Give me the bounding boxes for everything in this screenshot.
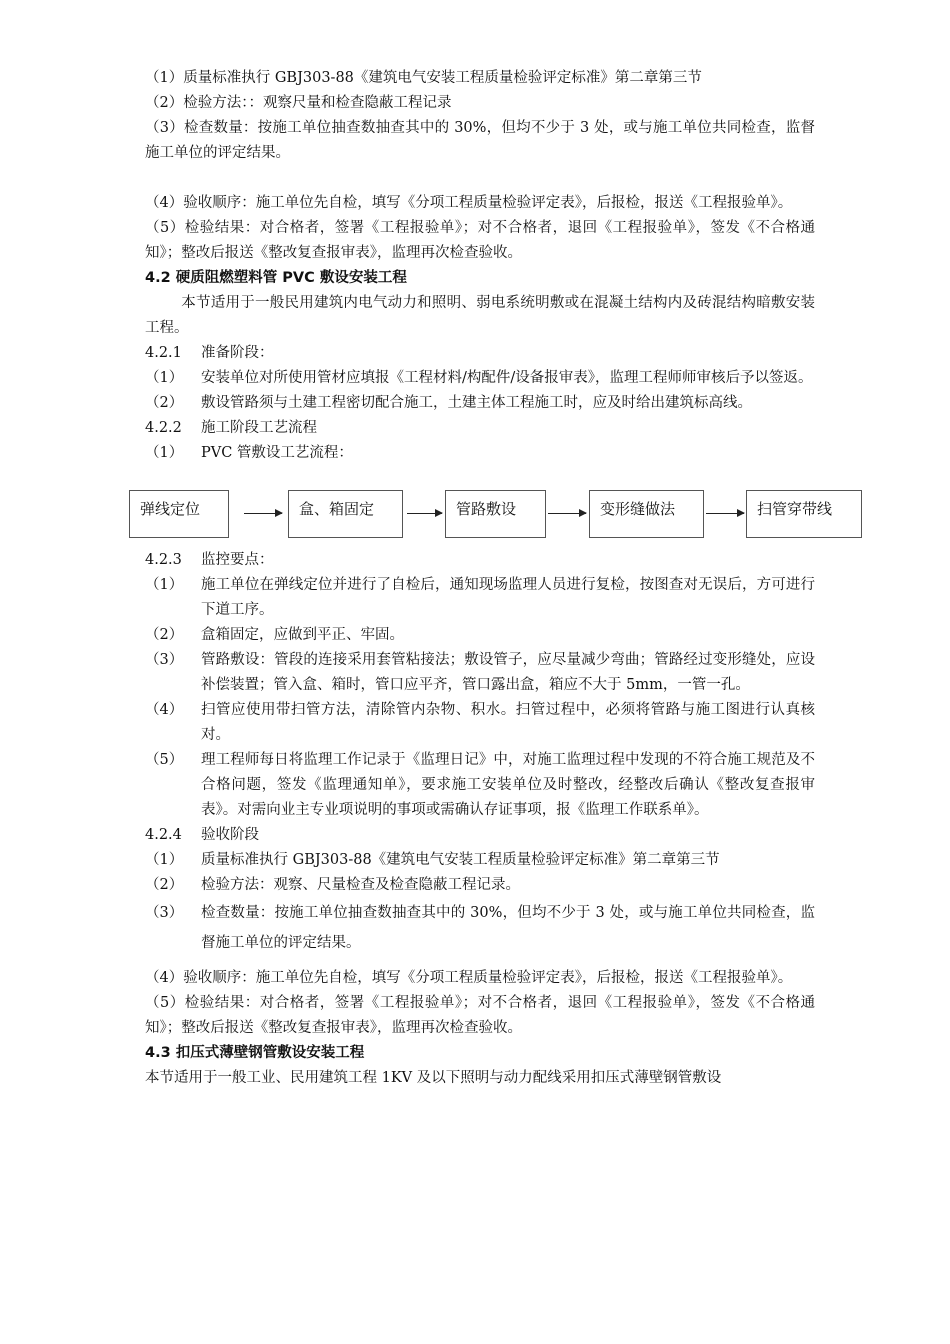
subsection-number: 4.2.1 [145, 345, 182, 361]
subsection-title: 施工阶段工艺流程 [201, 420, 317, 436]
subsection-number: 4.2.3 [145, 552, 182, 568]
list-item [145, 748, 815, 823]
subsection-4-2-4 [145, 823, 815, 848]
item-number: （4） [145, 702, 184, 718]
list-item [145, 648, 815, 698]
item-text: 盒箱固定，应做到平正、牢固。 [201, 627, 404, 643]
item-number: （2） [145, 877, 184, 893]
para-4-2-4-5: （5）检验结果：对合格者，签署《工程报验单》；对不合格者，退回《工程报验单》，签发《不合格通知》；整改后报送《整改复查报审表》，监理再次检查验收。 [145, 995, 815, 1036]
section-heading-4-3: 4.3 扣压式薄壁钢管敷设安装工程 [145, 1045, 365, 1061]
para-4-1-3: （3）检查数量：按施工单位抽查数抽查其中的 30%，但均不少于 3 处，或与施工单位共同检查，监督施工单位的评定结果。 [145, 120, 815, 161]
flow-step-4: 变形缝做法 [589, 490, 704, 538]
list-item [145, 391, 815, 416]
subsection-4-2-2 [145, 416, 815, 441]
item-number: （3） [145, 905, 184, 921]
item-text: 敷设管路须与土建工程密切配合施工，土建主体工程施工时，应及时给出建筑标高线。 [201, 395, 752, 411]
flow-step-3: 管路敷设 [445, 490, 546, 538]
flow-arrow [706, 513, 744, 514]
subsection-title: 监控要点： [201, 552, 274, 568]
flow-step-5: 扫管穿带线 [746, 490, 862, 538]
list-item [145, 366, 815, 391]
item-number: （3） [145, 652, 184, 668]
document-page [140, 66, 833, 1091]
list-item [145, 698, 815, 748]
item-text: 施工单位在弹线定位并进行了自检后，通知现场监理人员进行复检，按图查对无误后，方可进行下道工序。 [201, 577, 815, 618]
process-flow-diagram [0, 466, 950, 548]
flow-arrow [407, 513, 442, 514]
list-item [145, 873, 815, 898]
flow-arrow [244, 513, 282, 514]
list-item [145, 623, 815, 648]
spacer [145, 958, 815, 966]
para-4-1-5: （5）检验结果：对合格者，签署《工程报验单》；对不合格者，退回《工程报验单》，签发《不合格通知》；整改后报送《整改复查报审表》，监理再次检查验收。 [145, 220, 815, 261]
list-item [145, 898, 815, 958]
spacer [145, 166, 815, 191]
item-text: 安装单位对所使用管材应填报《工程材料/构配件/设备报审表》，监理工程师师审核后予以签返。 [201, 370, 813, 386]
list-item [145, 573, 815, 623]
item-number: （2） [145, 395, 184, 411]
flow-arrow [548, 513, 586, 514]
subsection-title: 验收阶段 [201, 827, 259, 843]
subsection-4-2-3 [145, 548, 815, 573]
list-item [145, 441, 815, 466]
item-text: 理工程师每日将监理工作记录于《监理日记》中，对施工监理过程中发现的不符合施工规范及不合格问题，签发《监理通知单》，要求施工安装单位及时整改，经整改后确认《整改复查报审表》。对需向业主专业项说明的事项或需确认存证事项，报《监理工作联系单》。 [201, 752, 815, 818]
item-number: （2） [145, 627, 184, 643]
subsection-4-2-1 [145, 341, 815, 366]
flow-step-2: 盒、箱固定 [288, 490, 403, 538]
subsection-number: 4.2.2 [145, 420, 182, 436]
item-number: （1） [145, 577, 184, 593]
item-text: 质量标准执行 GBJ303-88《建筑电气安装工程质量检验评定标准》第二章第三节 [201, 852, 720, 868]
item-number: （5） [145, 752, 184, 768]
item-text: 扫管应使用带扫管方法，清除管内杂物、积水。扫管过程中，必须将管路与施工图进行认真核对。 [201, 702, 815, 743]
item-number: （1） [145, 370, 184, 386]
list-item [145, 848, 815, 873]
section-intro-4-2: 本节适用于一般民用建筑内电气动力和照明、弱电系统明敷或在混凝土结构内及砖混结构暗敷安装工程。 [145, 295, 815, 336]
para-4-1-4: （4）验收顺序：施工单位先自检，填写《分项工程质量检验评定表》，后报检，报送《工程报验单》。 [145, 195, 793, 211]
item-number: （1） [145, 445, 184, 461]
item-text: 检查数量：按施工单位抽查数抽查其中的 30%，但均不少于 3 处，或与施工单位共同检查，监督施工单位的评定结果。 [201, 905, 815, 951]
item-text: PVC 管敷设工艺流程： [201, 445, 353, 461]
flow-step-1: 弹线定位 [129, 490, 229, 538]
para-4-1-1: （1）质量标准执行 GBJ303-88《建筑电气安装工程质量检验评定标准》第二章第三节 [145, 70, 702, 86]
section-intro-4-3: 本节适用于一般工业、民用建筑工程 1KV 及以下照明与动力配线采用扣压式薄壁钢管敷设 [145, 1070, 722, 1086]
para-4-1-2: （2）检验方法：：观察尺量和检查隐蔽工程记录 [145, 95, 452, 111]
item-text: 检验方法：观察、尺量检查及检查隐蔽工程记录。 [201, 877, 520, 893]
subsection-number: 4.2.4 [145, 827, 182, 843]
section-heading-4-2: 4.2 硬质阻燃塑料管 PVC 敷设安装工程 [145, 270, 407, 286]
item-number: （1） [145, 852, 184, 868]
item-text: 管路敷设：管段的连接采用套管粘接法；敷设管子，应尽量减少弯曲；管路经过变形缝处，应设补偿装置；管入盒、箱时，管口应平齐，管口露出盒，箱应不大于 5mm，一管一孔。 [201, 652, 815, 693]
subsection-title: 准备阶段： [201, 345, 274, 361]
para-4-2-4-4: （4）验收顺序：施工单位先自检，填写《分项工程质量检验评定表》，后报检，报送《工程报验单》。 [145, 970, 793, 986]
